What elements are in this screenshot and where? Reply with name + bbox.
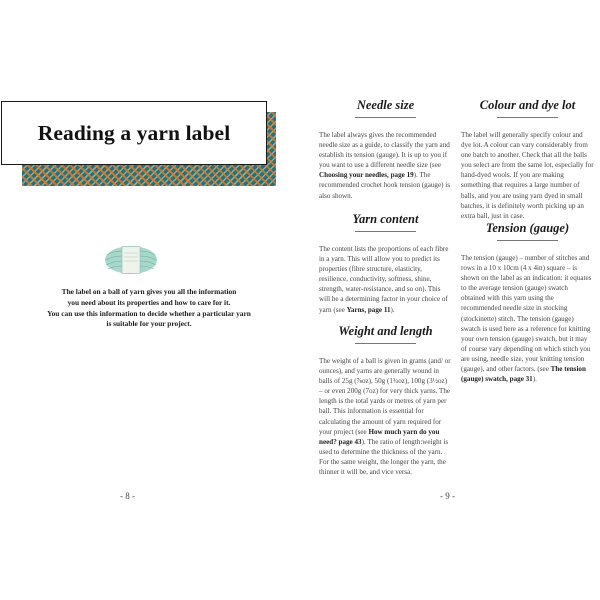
section-body: The label will generally specify colour and dye lot. A colour can vary considerably from one batch to another. Check that all the balls you select are from the same lot, especially for hand-dyed wools. If you are making something that requires a large number of balls, and you are using yarn dyed in small batches, it is definitely worth picking up an extra ball, just in case.: [461, 131, 594, 220]
right-page: [300, 0, 600, 600]
section-body: The weight of a ball is given in grams (and/ or ounces), and yarns are generally wound in balls of 25g (⅞oz), 50g (1¾oz), 100g (3½oz) – or even 200g (7oz) for very thick yarns. The length is the total yards or metres of yarn per ball. This information is essential for calculating the amount of yarn required for your project (see How much yarn do you need? page 43). The ratio of length:weight is used to determine the thickness of the yarn. For the same weight, the longer the yarn, the thinner it will be, and vice versa.: [319, 357, 451, 477]
page-number-right: - 9 -: [440, 491, 455, 501]
section-body: The tension (gauge) – number of stitches and rows in a 10 x 10cm (4 x 4in) square – is shown on the label as an indication: it equates to the average tension (gauge) swatch obtained with this yarn using the recommended needle size in stocking (stockinette) stitch. The tension (gauge) swatch is used here as a reference for knitting your own tension (gauge) swatch, but it may of course vary depending on which stitch you are using, needle size, your knitting tension (gauge), and other factors. (see The tension (gauge) swatch, page 31).: [461, 254, 592, 384]
section-heading: Colour and dye lot: [461, 98, 594, 118]
yarn-ball-icon: [103, 243, 159, 277]
section-heading: Tension (gauge): [461, 221, 594, 241]
page-title: Reading a yarn label: [37, 120, 231, 145]
intro-text: [20, 287, 278, 330]
section-body: The content lists the proportions of each fibre in a yarn. This will allow you to predict its properties (fibre structure, elasticity, resilience, conductivity, softness, shine, strength, water-resistance, and so on). This will be a determining factor in your choice of yarn (see Yarns, page 11).: [319, 245, 449, 314]
page-number-left: - 8 -: [120, 491, 135, 501]
section-colour-dye-lot: [461, 98, 594, 221]
intro-line: You can use this information to decide whether a particular yarn: [47, 308, 251, 318]
section-needle-size: [319, 98, 452, 201]
section-heading: Yarn content: [319, 212, 452, 232]
intro-line: you need about its properties and how to care for it.: [67, 297, 231, 307]
section-body: The label always gives the recommended needle size as a guide, to classify the yarn and establish its tension (gauge). It is up to you if you want to use a different needle size (see Choosing your needles, page 19). The recommended crochet hook tension (gauge) is also shown.: [319, 131, 450, 200]
section-heading: Needle size: [319, 98, 452, 118]
title-box: [1, 101, 267, 165]
intro-line: is suitable for your project.: [106, 319, 192, 329]
section-tension: [461, 221, 594, 384]
intro-line: The label on a ball of yarn gives you all the information: [61, 287, 237, 296]
section-weight-length: [319, 324, 452, 477]
section-yarn-content: [319, 212, 452, 315]
section-heading: Weight and length: [319, 324, 452, 344]
